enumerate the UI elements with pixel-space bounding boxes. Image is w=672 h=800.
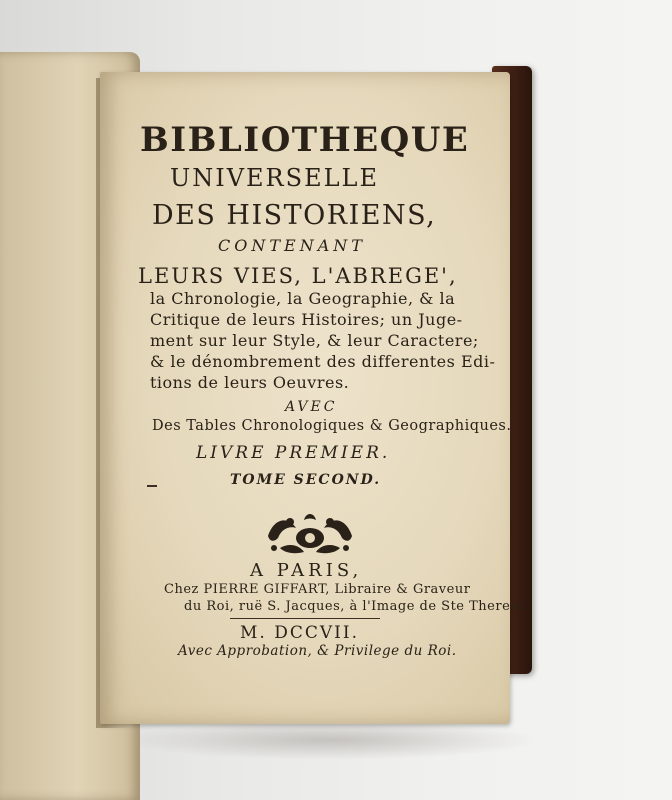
publication-date: M. DCCVII. [240,623,359,643]
title-page [100,72,531,724]
body-line: Critique de leurs Histoires; un Juge- [150,310,463,329]
table-shadow [120,720,540,760]
livre-label: LIVRE PREMIER. [196,443,391,463]
divider-rule [230,618,380,619]
body-line: ment sur leur Style, & leur Caractere; [150,331,479,350]
book-subtitle-1: UNIVERSELLE [170,164,379,192]
publisher-address: du Roi, ruë S. Jacques, à l'Image de Ste Therese. [184,599,531,614]
body-line: & le dénombrement des differentes Edi- [150,352,496,371]
ink-mark [147,485,157,487]
contenant-label: CONTENANT [218,236,366,255]
tables-line: Des Tables Chronologiques & Geographiques. [152,418,512,434]
body-line: la Chronologie, la Geographie, & la [150,289,456,308]
body-line: LEURS VIES, L'ABREGE', [138,264,458,288]
book-subtitle-2: DES HISTORIENS, [152,200,437,231]
fleuron-ornament-icon [260,508,360,558]
publisher-line: Chez PIERRE GIFFART, Libraire & Graveur [164,582,471,597]
book-title: BIBLIOTHEQUE [140,120,470,160]
avec-label: AVEC [285,399,338,415]
approbation-line: Avec Approbation, & Privilege du Roi. [178,643,457,659]
imprint-place: A PARIS, [250,560,363,581]
tome-label: TOME SECOND. [230,472,382,488]
body-line: tions de leurs Oeuvres. [150,373,350,392]
